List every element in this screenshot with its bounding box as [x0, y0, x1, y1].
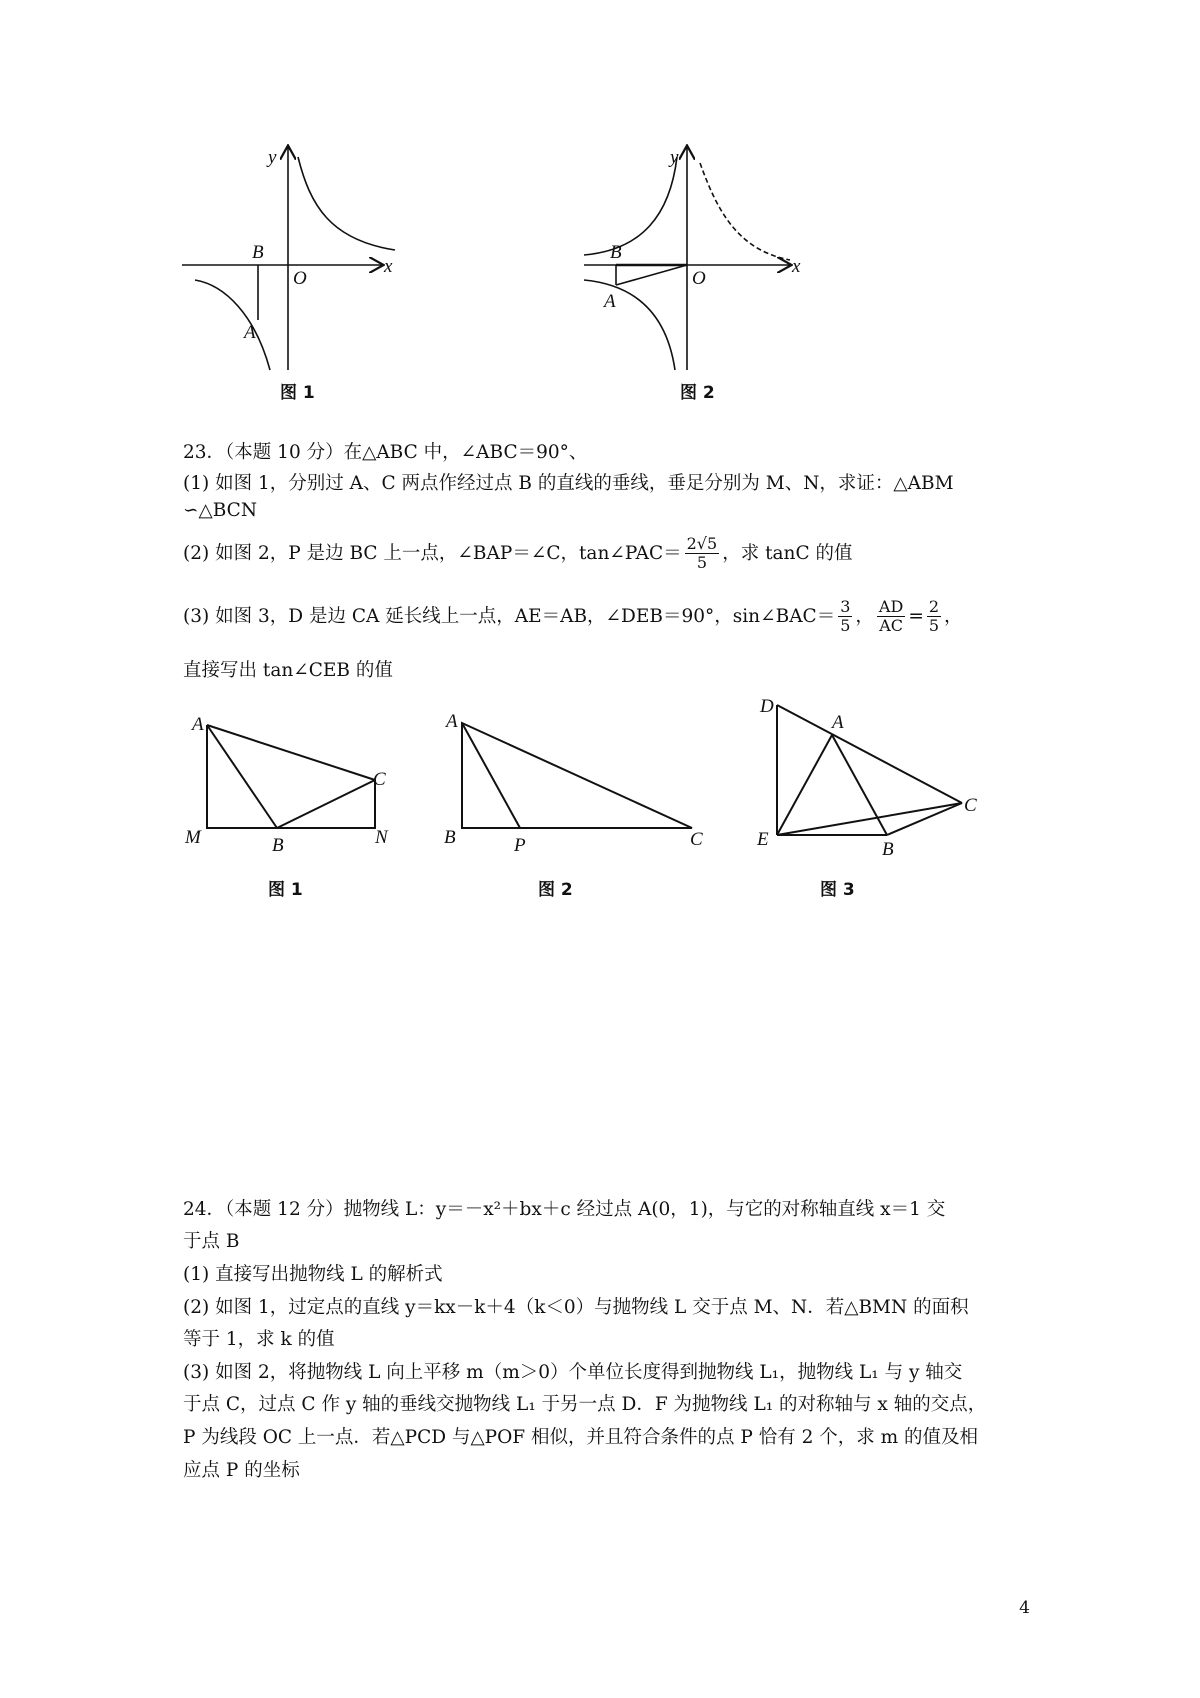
label-x: x	[792, 256, 801, 277]
q24-line1: 24．（本题 12 分）抛物线 L：y＝－x²＋bx＋c 经过点 A(0，1)，与它的对称轴直线 x＝1 交	[183, 1199, 946, 1220]
label-C: C	[690, 829, 703, 850]
label-y: y	[670, 147, 679, 168]
q23-part3-fraction-value	[927, 598, 941, 636]
label-N: N	[375, 827, 388, 848]
label-x: x	[384, 256, 393, 277]
label-O: O	[692, 268, 706, 289]
hyperbola-upper-left	[584, 157, 677, 255]
label-A: A	[832, 712, 844, 733]
q23-part3-line2: 直接写出 tan∠CEB 的值	[183, 660, 393, 681]
figure-1-lines	[207, 725, 375, 828]
mid-figure-3	[752, 695, 1002, 860]
q23-part2-text-end: ，求 tanC 的值	[722, 542, 853, 564]
mid-figure-2-caption: 图 2	[538, 880, 573, 900]
label-E: E	[757, 829, 769, 850]
q23-part3-equals: =	[908, 605, 924, 627]
q23-part3	[183, 598, 963, 636]
q23-part2-fraction	[685, 535, 720, 573]
page-number: 4	[1019, 1598, 1030, 1618]
hyperbola-branch-1	[298, 157, 395, 250]
label-A: A	[192, 714, 204, 735]
hyperbola-dashed	[700, 163, 790, 260]
q23-part3-comma-end: ，	[944, 605, 963, 627]
top-figure-1-caption: 图 1	[280, 383, 315, 403]
fraction-denominator: 5	[840, 616, 851, 636]
label-D: D	[760, 696, 774, 717]
mid-figure-2	[440, 705, 710, 855]
q23-part1-line2: ∽△BCN	[183, 500, 258, 521]
q24-line2: 于点 B	[183, 1231, 240, 1252]
fraction-denominator: 5	[696, 553, 707, 573]
q24-line5: 等于 1，求 k 的值	[183, 1329, 335, 1350]
segment-EC	[777, 803, 962, 835]
top-figure-1	[180, 145, 420, 375]
label-B: B	[272, 835, 284, 856]
label-M: M	[185, 827, 201, 848]
label-C: C	[964, 795, 977, 816]
segment-DC	[777, 705, 962, 803]
segment-AE	[777, 735, 832, 835]
top-figure-2	[582, 145, 822, 375]
segment-AB	[207, 725, 277, 828]
label-A: A	[604, 291, 616, 312]
q23-part3-comma: ，	[855, 605, 874, 627]
q23-part3-text: (3) 如图 3，D 是边 CA 延长线上一点，AE＝AB，∠DEB＝90°，sin∠BAC＝	[183, 605, 836, 627]
q23-part3-fraction-ad-ac	[877, 598, 905, 636]
fraction-numerator: 2√5	[686, 534, 718, 553]
mid-figure-3-caption: 图 3	[820, 880, 855, 900]
q23-part2-text: (2) 如图 2，P 是边 BC 上一点，∠BAP＝∠C，tan∠PAC＝	[183, 542, 682, 564]
q24-line9: 应点 P 的坐标	[183, 1460, 300, 1481]
q23-part2	[183, 535, 852, 573]
label-P: P	[514, 835, 526, 856]
label-B: B	[444, 827, 456, 848]
label-B: B	[610, 242, 622, 263]
q23-header: 23．（本题 10 分）在△ABC 中，∠ABC＝90°、	[183, 442, 588, 463]
q24-line4: (2) 如图 1，过定点的直线 y＝kx－k＋4（k＜0）与抛物线 L 交于点 M、N．若△BMN 的面积	[183, 1297, 969, 1318]
fraction-numerator: AD	[878, 597, 904, 616]
q24-line8: P 为线段 OC 上一点．若△PCD 与△POF 相似，并且符合条件的点 P 恰有 2 个，求 m 的值及相	[183, 1427, 979, 1448]
hyperbola-lower-left	[584, 280, 675, 370]
fraction-denominator: 5	[928, 616, 940, 636]
label-B: B	[252, 242, 264, 263]
segment-AC	[207, 725, 375, 780]
q24-line3: (1) 直接写出抛物线 L 的解析式	[183, 1264, 443, 1285]
fraction-numerator: 3	[840, 597, 851, 616]
segment-BC	[887, 803, 962, 835]
label-A: A	[244, 322, 256, 343]
label-O: O	[293, 268, 307, 289]
label-y: y	[268, 147, 277, 168]
label-B: B	[882, 839, 894, 860]
q24-line6: (3) 如图 2，将抛物线 L 向上平移 m（m＞0）个单位长度得到抛物线 L₁，抛物线 L₁ 与 y 轴交	[183, 1362, 963, 1383]
mid-figure-1-caption: 图 1	[268, 880, 303, 900]
segment-AO	[616, 265, 687, 285]
q23-part1-line1: (1) 如图 1，分别过 A、C 两点作经过点 B 的直线的垂线，垂足分别为 M、N，求证：△ABM	[183, 473, 954, 494]
triangle-ABC	[462, 723, 692, 828]
segment-BC	[277, 780, 375, 828]
mid-figure-1	[180, 705, 400, 855]
fraction-denominator: AC	[879, 616, 904, 636]
top-figure-2-caption: 图 2	[680, 383, 715, 403]
q23-part3-fraction-sin	[838, 598, 852, 636]
label-C: C	[373, 769, 386, 790]
segment-AP	[462, 723, 520, 828]
label-A: A	[446, 711, 458, 732]
q24-line7: 于点 C，过点 C 作 y 轴的垂线交抛物线 L₁ 于另一点 D．F 为抛物线 L₁ 的对称轴与 x 轴的交点，	[183, 1394, 987, 1415]
fraction-numerator: 2	[928, 597, 940, 616]
